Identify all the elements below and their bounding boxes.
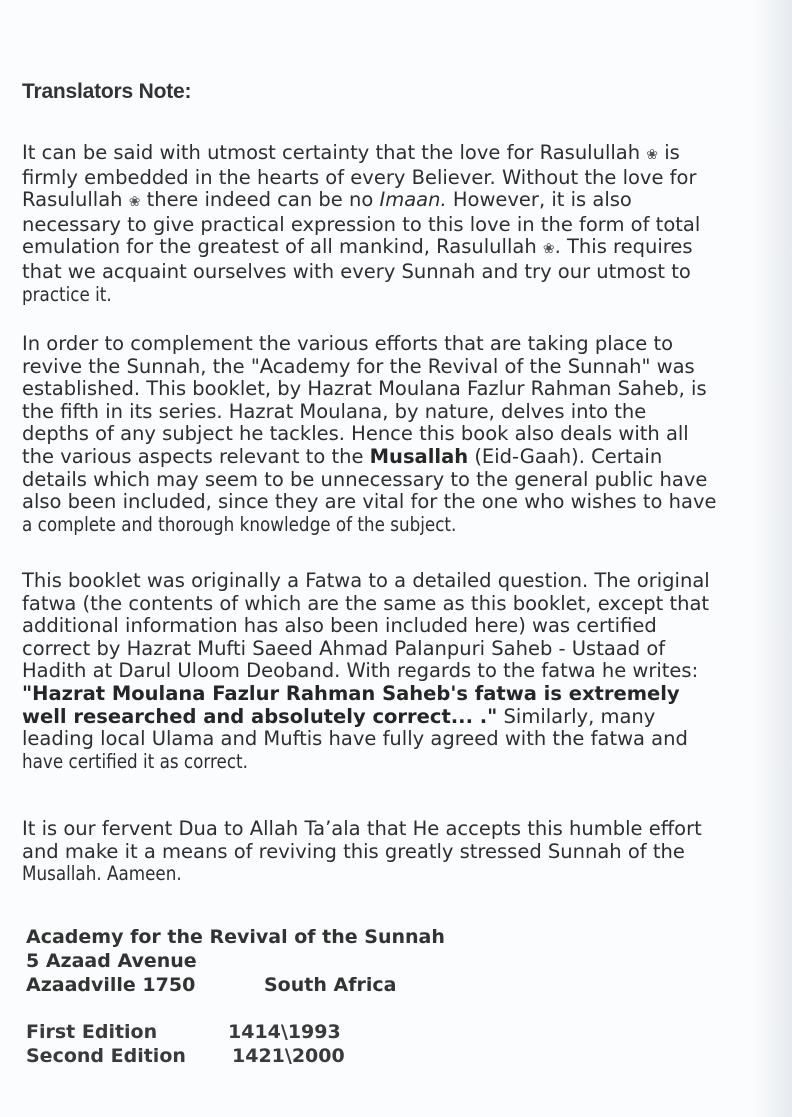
text-line: leading local Ulama and Muftis have fully agreed with the fatwa and <box>22 727 688 751</box>
country: South Africa <box>264 974 397 996</box>
honorific-icon: ❀ <box>128 194 141 211</box>
text-line: that we acquaint ourselves with every Sunnah and try our utmost to <box>22 259 691 283</box>
honorific-icon: ❀ <box>542 241 555 258</box>
edition-history <box>26 1020 345 1068</box>
text-line: This booklet was originally a Fatwa to a detailed question. The original <box>22 569 710 592</box>
text-line: necessary to give practical expression to this love in the form of total <box>22 212 701 236</box>
bold-text: Musallah <box>369 444 469 468</box>
text-line: revive the Sunnah, the "Academy for the Revival of the Sunnah" was <box>22 354 695 378</box>
paragraph-dua <box>22 818 762 886</box>
edition-year: 1421\2000 <box>232 1045 345 1067</box>
publisher-name: Academy for the Revival of the Sunnah <box>26 926 445 948</box>
text-line: correct by Hazrat Mufti Saeed Ahmad Palanpuri Saheb - Ustaad of <box>22 636 666 660</box>
italic-text: Imaan. <box>379 188 447 212</box>
edition-label: Second Edition <box>26 1045 186 1067</box>
bold-text: well researched and absolutely correct... ." <box>22 704 498 728</box>
street-address: 5 Azaad Avenue <box>26 950 197 972</box>
text-line: emulation for the greatest of all mankind, Rasulullah ❀. This requires <box>22 235 693 259</box>
honorific-icon: ❀ <box>646 147 659 163</box>
publisher-address <box>26 925 445 997</box>
text-line: In order to complement the various efforts that are taking place to <box>22 332 674 355</box>
text-line: depths of any subject he tackles. Hence this book also deals with all <box>22 422 689 446</box>
text-line: firmly embedded in the hearts of every Believer. Without the love for <box>22 165 697 189</box>
text-line: It can be said with utmost certainty that the love for Rasulullah ❀ is <box>22 141 680 164</box>
text-line: have certified it as correct. <box>22 749 248 773</box>
edition-row <box>26 1020 341 1044</box>
paragraph-fatwa-certification <box>22 570 762 773</box>
bold-text: "Hazrat Moulana Fazlur Rahman Saheb's fatwa is extremely <box>22 681 680 705</box>
text-line: Musallah. Aameen. <box>22 862 182 886</box>
text-line: details which may seem to be unnecessary to the general public have <box>22 467 708 491</box>
text-line: the fifth in its series. Hazrat Moulana, by nature, delves into the <box>22 399 647 423</box>
edition-year: 1414\1993 <box>228 1021 341 1043</box>
text-line: additional information has also been included here) was certified <box>22 614 657 638</box>
edition-label: First Edition <box>26 1021 158 1043</box>
text-line: well researched and absolutely correct... ." Similarly, many <box>22 704 656 728</box>
text-line: Hadith at Darul Uloom Deoband. With regards to the fatwa he writes: <box>22 659 699 683</box>
text-line: and make it a means of reviving this greatly stressed Sunnah of the <box>22 839 685 863</box>
text-line: a complete and thorough knowledge of the subject. <box>22 512 457 536</box>
text-line <box>22 683 762 706</box>
text-line: also been included, since they are vital for the one who wishes to have <box>22 490 717 514</box>
text-line: fatwa (the contents of which are the same as this booklet, except that <box>22 591 710 615</box>
town: Azaadville 1750 <box>26 974 196 996</box>
text-line: practice it. <box>22 282 112 306</box>
text-line: Rasulullah ❀ there indeed can be no Imaan. However, it is also <box>22 188 632 212</box>
text-line: It is our fervent Dua to Allah Ta’ala that He accepts this humble effort <box>22 817 702 840</box>
town-line <box>26 973 445 997</box>
text-line: the various aspects relevant to the Musallah (Eid-Gaah). Certain <box>22 444 663 468</box>
paragraph-love-for-rasulullah <box>22 142 762 306</box>
text-line: established. This booklet, by Hazrat Moulana Fazlur Rahman Saheb, is <box>22 377 707 401</box>
paragraph-academy-purpose <box>22 333 762 536</box>
edition-row <box>26 1044 345 1068</box>
page-title: Translators Note: <box>22 80 192 103</box>
